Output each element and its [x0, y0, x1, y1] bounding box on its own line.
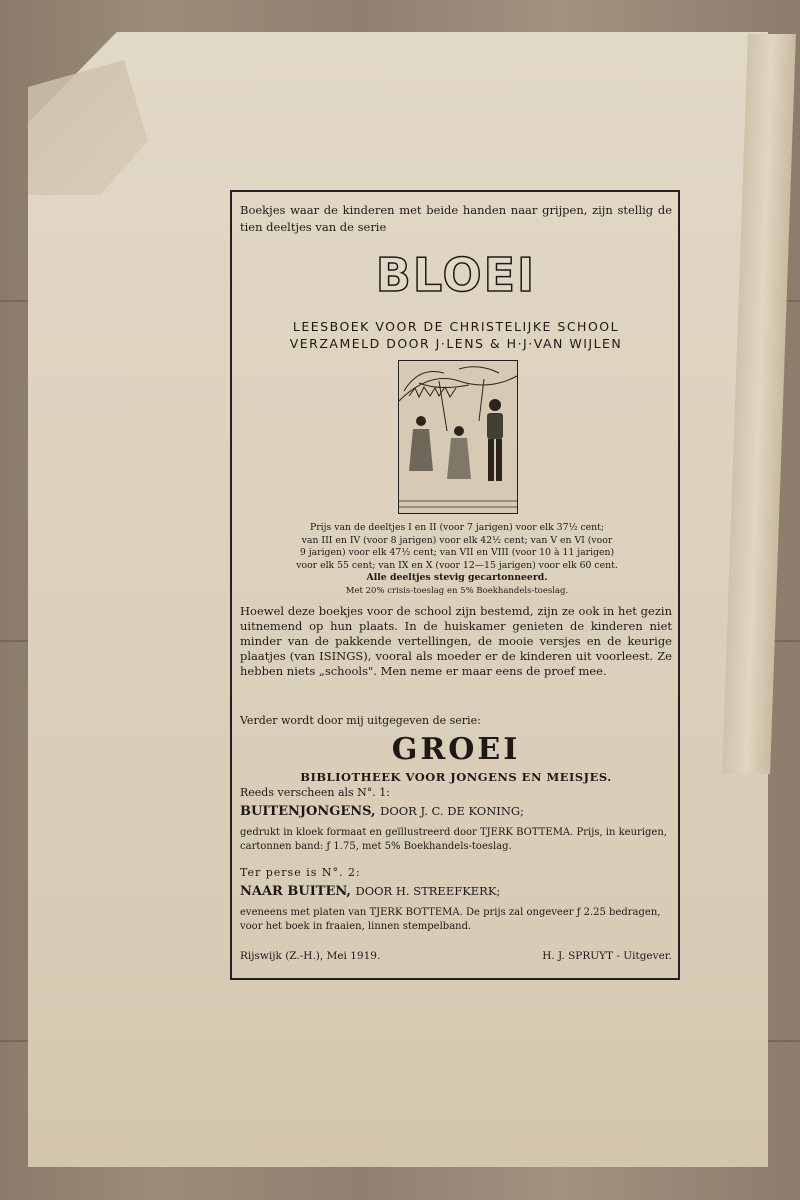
- series2-subtitle: BIBLIOTHEEK VOOR JONGENS EN MEISJES.: [300, 770, 612, 784]
- body-paragraph: Hoewel deze boekjes voor de school zijn bestemd, zijn ze ook in het gezin uitnemend op hun plaats. In de huiskamer genieten de kinderen niet minder van de pakkende vertellingen, de mooie versjes en de keurige plaatjes (van ISINGS), vooral als moeder er de kinderen uit voorleest. Ze hebben niets „schools". Men neme er maar eens de proef mee.: [240, 604, 672, 678]
- book1-description: gedrukt in kloek formaat en geïllustreerd door TJERK BOTTEMA. Prijs, in keurigen, cartonnen band: ƒ 1.75, met 5% Boekhandels-toeslag.: [240, 827, 667, 852]
- price-list: Prijs van de deeltjes I en II (voor 7 jarigen) voor elk 37½ cent; van III en IV (voor 8 jarigen) voor elk 42½ cent; van V en VI (voor 9 jarigen) voor elk 47½ cent; van VII en VIII (voor 10 à 11 jarigen) voor elk 55 cent; van IX en X (voor 12—15 jarigen) voor elk 60 cent. Alle deeltjes stevig gecartonneerd. Met 20% crisis-toeslag en 5% Boekhandels-toeslag.: [296, 522, 618, 596]
- illustration-drawing: [399, 361, 517, 513]
- number-one-line: Reeds verscheen als N°. 1:: [240, 786, 390, 799]
- further-line: Verder wordt door mij uitgegeven de serie:: [240, 714, 481, 727]
- advertisement-frame: [230, 190, 680, 980]
- publisher: H. J. SPRUYT - Uitgever.: [542, 950, 672, 962]
- number-two-line: Ter perse is N°. 2:: [240, 866, 361, 879]
- book2-description: eveneens met platen van TJERK BOTTEMA. De prijs zal ongeveer ƒ 2.25 bedragen, voor het boek in fraaien, linnen stempelband.: [240, 907, 661, 932]
- series2-title: GROEI: [391, 732, 521, 767]
- series-title: BLOEI: [375, 248, 537, 302]
- place-date: Rijswijk (Z.-H.), Mei 1919.: [240, 950, 381, 962]
- children-illustration: [398, 360, 518, 514]
- book1-heading: BUITENJONGENS, DOOR J. C. DE KONING;: [240, 804, 524, 819]
- series-subtitle: LEESBOEK VOOR DE CHRISTELIJKE SCHOOL VERZAMELD DOOR J·LENS & H·J·VAN WIJLEN: [289, 319, 623, 351]
- book2-heading: NAAR BUITEN, DOOR H. STREEFKERK;: [240, 884, 501, 899]
- footer: [240, 950, 672, 962]
- intro-text: Boekjes waar de kinderen met beide handen naar grijpen, zijn stellig de tien deeltjes van de serie: [240, 203, 672, 234]
